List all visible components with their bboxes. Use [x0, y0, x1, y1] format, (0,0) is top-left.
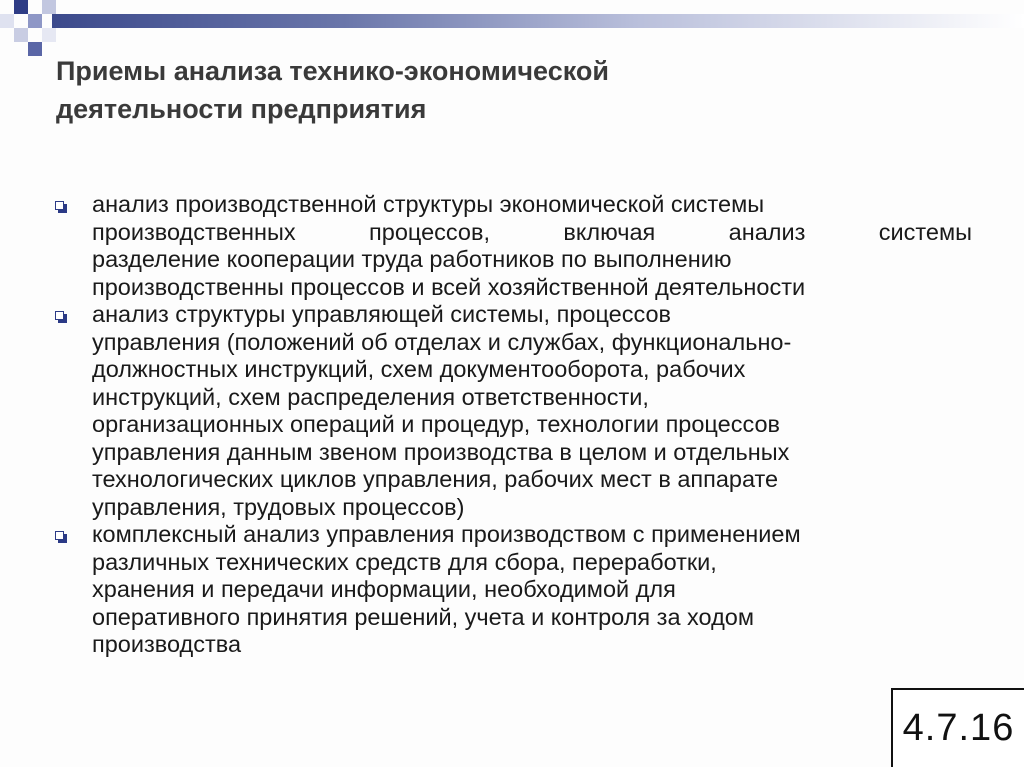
bullet-line: анализ структуры управляющей системы, процессов: [92, 301, 672, 327]
bullet-line: хранения и передачи информации, необходимой для: [92, 576, 676, 602]
bullet-line: управления, трудовых процессов): [92, 493, 465, 520]
bullet-line: технологических циклов управления, рабочих мест в аппарате: [92, 466, 779, 492]
slide-number: 4.7.16: [891, 688, 1024, 767]
bullet-line: оперативного принятия решений, учета и контроля за ходом: [92, 603, 755, 630]
bullet-item: [52, 521, 972, 659]
square-bullet-icon: [55, 201, 64, 210]
bullet-line: комплексный анализ управления производством с применением: [92, 521, 801, 547]
bullet-line: управления данным звеном производства в целом и отдельных: [92, 438, 790, 465]
deco-square: [14, 28, 28, 42]
bullet-item: [52, 191, 972, 301]
bullet-line: различных технических средств для сбора, переработки,: [92, 548, 717, 575]
bullet-list: [52, 191, 972, 659]
bullet-line: производственных процессов, включая анализ системы: [92, 218, 972, 245]
bullet-item: [52, 301, 972, 521]
bullet-line: производственны процессов и всей хозяйственной деятельности: [92, 273, 806, 300]
square-bullet-icon: [55, 311, 64, 320]
bullet-line: анализ производственной структуры экономической системы: [92, 191, 765, 217]
deco-square: [14, 0, 28, 14]
header-decoration: [0, 0, 1024, 60]
deco-square: [0, 14, 14, 28]
square-bullet-icon: [55, 531, 64, 540]
bullet-line: производства: [92, 631, 242, 657]
bullet-line: инструкций, схем распределения ответственности,: [92, 383, 649, 410]
deco-square: [42, 0, 56, 14]
slide-title-line: деятельности предприятия: [56, 94, 427, 124]
deco-square: [28, 14, 42, 28]
bullet-line: должностных инструкций, схем документооборота, рабочих: [92, 356, 746, 382]
slide-title-line: Приемы анализа технико-экономической: [56, 56, 609, 86]
deco-square: [42, 28, 56, 42]
bullet-line: организационных операций и процедур, технологии процессов: [92, 411, 781, 437]
header-gradient-bar: [52, 14, 1024, 28]
deco-square: [28, 42, 42, 56]
slide-title: [56, 52, 956, 128]
bullet-line: разделение кооперации труда работников по выполнению: [92, 246, 732, 272]
bullet-line: управления (положений об отделах и службах, функционально-: [92, 328, 792, 355]
